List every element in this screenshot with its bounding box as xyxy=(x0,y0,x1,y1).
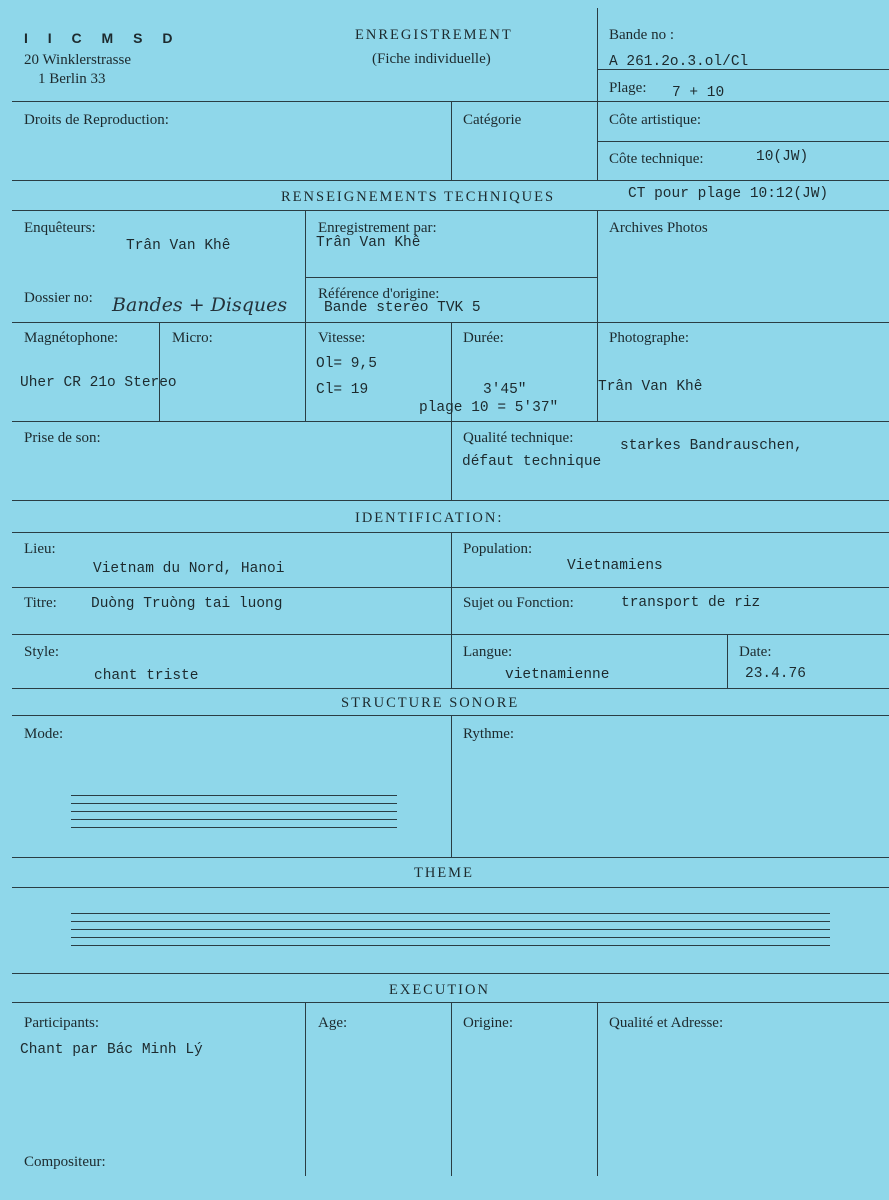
rule xyxy=(597,8,598,180)
vitesse-label: Vitesse: xyxy=(318,330,366,346)
theme-staff xyxy=(71,913,830,953)
rule xyxy=(12,180,889,181)
bande-label: Bande no : xyxy=(609,27,674,43)
droits-label: Droits de Reproduction: xyxy=(24,112,169,128)
rule xyxy=(727,634,728,688)
langue-value: vietnamienne xyxy=(505,667,610,683)
rule xyxy=(12,857,889,858)
enregistrement-label: Enregistrement par: xyxy=(318,220,437,236)
duree-value-1: 3'45" xyxy=(483,382,527,398)
plage-label: Plage: xyxy=(609,80,647,96)
identification-section-title: IDENTIFICATION: xyxy=(355,510,504,526)
participants-value: Chant par Bác Minh Lý xyxy=(20,1042,203,1058)
rule xyxy=(12,887,889,888)
rule xyxy=(12,688,889,689)
style-value: chant triste xyxy=(94,668,199,684)
execution-section-title: EXECUTION xyxy=(389,982,490,998)
vitesse-value-1: Ol= 9,5 xyxy=(316,356,377,372)
bande-value: A 261.2o.3.ol/Cl xyxy=(609,54,749,70)
photographe-label: Photographe: xyxy=(609,330,689,346)
qualite-technique-value-2: défaut technique xyxy=(462,454,602,470)
rule xyxy=(12,973,889,974)
cote-technique-value: 10(JW) xyxy=(756,149,809,165)
lieu-label: Lieu: xyxy=(24,541,56,557)
date-value: 23.4.76 xyxy=(745,666,806,682)
magnetophone-label: Magnétophone: xyxy=(24,330,119,346)
population-value: Vietnamiens xyxy=(567,558,663,574)
plage-value: 7 + 10 xyxy=(672,85,725,101)
org-logo: I I C M S D xyxy=(24,30,181,46)
population-label: Population: xyxy=(463,541,533,557)
titre-label: Titre: xyxy=(24,595,57,611)
date-label: Date: xyxy=(739,644,772,660)
style-label: Style: xyxy=(24,644,60,660)
magnetophone-value: Uher CR 21o Stereo xyxy=(20,375,177,391)
rule xyxy=(597,1002,598,1176)
vitesse-value-2: Cl= 19 xyxy=(316,382,369,398)
theme-section-title: THEME xyxy=(414,865,474,881)
form-subtitle: (Fiche individuelle) xyxy=(372,51,491,67)
prise-de-son-label: Prise de son: xyxy=(24,430,101,446)
compositeur-label: Compositeur: xyxy=(24,1154,106,1170)
rule xyxy=(451,101,452,180)
archives-photos-label: Archives Photos xyxy=(609,220,708,236)
rule xyxy=(305,210,306,421)
enregistrement-value: Trân Van Khê xyxy=(316,235,421,251)
rule xyxy=(305,1002,306,1176)
reference-label: Référence d'origine: xyxy=(318,286,440,302)
structure-section-title: STRUCTURE SONORE xyxy=(341,695,520,711)
categorie-label: Catégorie xyxy=(463,112,522,128)
titre-value: Duòng Truòng tai luong xyxy=(91,596,283,612)
lieu-value: Vietnam du Nord, Hanoi xyxy=(93,561,285,577)
org-street: 20 Winklerstrasse xyxy=(24,52,132,68)
mode-label: Mode: xyxy=(24,726,64,742)
enqueteurs-value: Trân Van Khê xyxy=(126,238,231,254)
rule xyxy=(451,532,452,688)
photographe-value: Trân Van Khê xyxy=(598,379,703,395)
langue-label: Langue: xyxy=(463,644,513,660)
age-label: Age: xyxy=(318,1015,348,1031)
dossier-value: Bandes + Disques xyxy=(112,294,288,316)
qualite-technique-label: Qualité technique: xyxy=(463,430,574,446)
rule xyxy=(159,322,160,421)
technical-section-note: CT pour plage 10:12(JW) xyxy=(628,186,829,202)
org-city: 1 Berlin 33 xyxy=(38,71,106,87)
cote-technique-label: Côte technique: xyxy=(609,151,704,167)
qualite-technique-value-1: starkes Bandrauschen, xyxy=(620,438,803,454)
form-title: ENREGISTREMENT xyxy=(355,27,513,43)
sujet-value: transport de riz xyxy=(621,595,761,611)
mode-staff xyxy=(71,795,397,835)
enqueteurs-label: Enquêteurs: xyxy=(24,220,96,236)
rule xyxy=(451,715,452,857)
rule xyxy=(12,210,889,211)
technical-section-title: RENSEIGNEMENTS TECHNIQUES xyxy=(281,189,556,205)
duree-label: Durée: xyxy=(463,330,504,346)
rule xyxy=(597,141,889,142)
origine-label: Origine: xyxy=(463,1015,513,1031)
rule xyxy=(12,500,889,501)
micro-label: Micro: xyxy=(172,330,213,346)
sujet-label: Sujet ou Fonction: xyxy=(463,595,574,611)
duree-value-2: plage 10 = 5'37" xyxy=(419,400,559,416)
rule xyxy=(305,277,597,278)
rule xyxy=(451,1002,452,1176)
qualite-adresse-label: Qualité et Adresse: xyxy=(609,1015,724,1031)
rythme-label: Rythme: xyxy=(463,726,515,742)
participants-label: Participants: xyxy=(24,1015,99,1031)
cote-artistique-label: Côte artistique: xyxy=(609,112,702,128)
reference-value: Bande stereo TVK 5 xyxy=(324,300,481,316)
dossier-label: Dossier no: xyxy=(24,290,93,306)
